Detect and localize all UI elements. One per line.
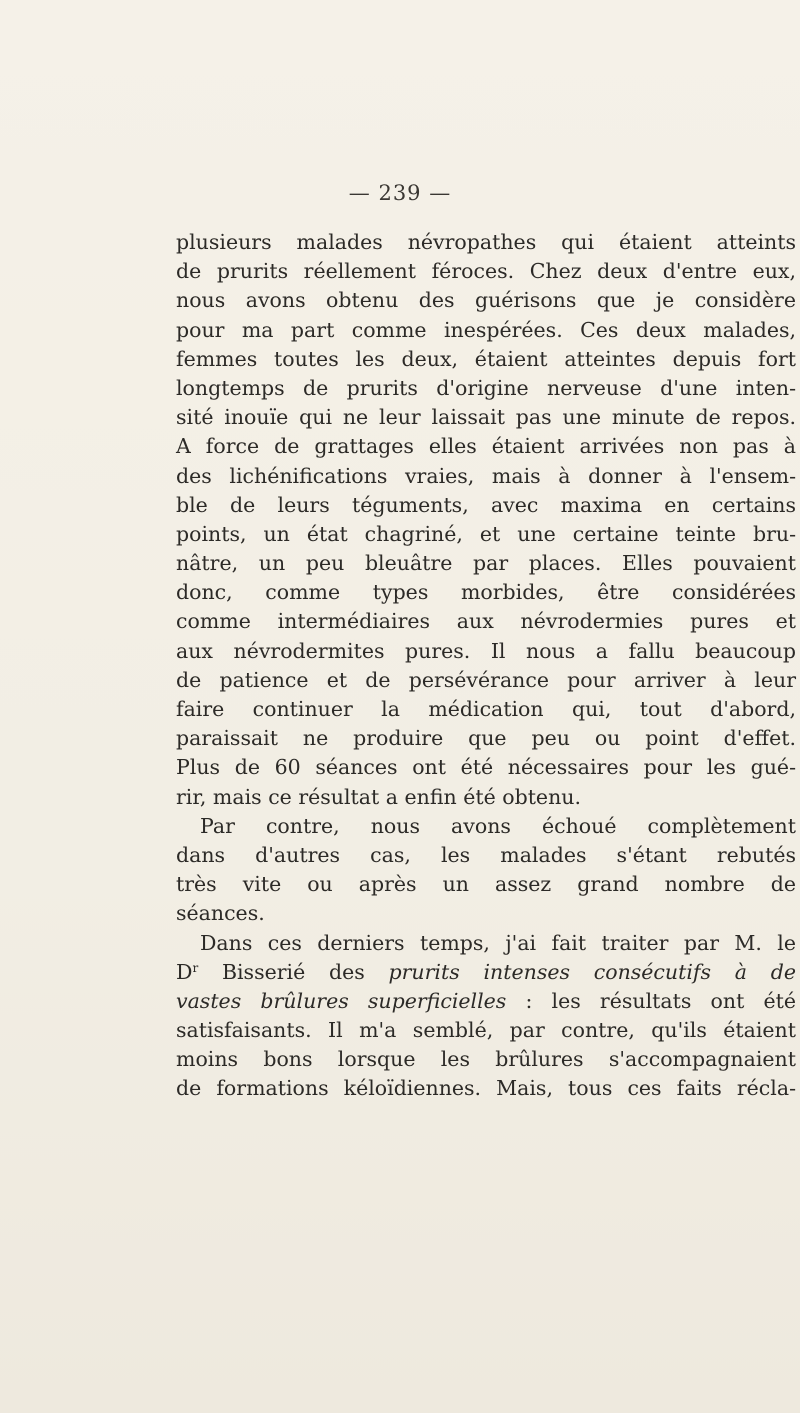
text-line: paraissait ne produire que peu ou point d'effet. [176,726,796,751]
text-line: aux névrodermites pures. Il nous a fallu beaucoup [176,638,796,663]
paragraph-3 [176,929,796,1104]
text-line: rir, mais ce résultat a enfin été obtenu. [176,784,581,809]
italic-phrase: prurits intenses consécutifs à de [388,959,796,984]
text-line: Dans ces derniers temps, j'ai fait traiter par M. le [200,930,796,955]
text-line: séances. [176,901,265,926]
text-line-mixed [176,958,796,987]
text-line: satisfaisants. Il m'a semblé, par contre, qu'ils étaient [176,1018,796,1043]
doctor-name: Bisserié des [198,959,389,984]
text-line: A force de grattages elles étaient arrivées non pas à [176,434,796,459]
text-line: ble de leurs téguments, avec maxima en certains [176,492,796,517]
paragraph-1 [176,228,796,812]
text-line: nâtre, un peu bleuâtre par places. Elles pouvaient [176,551,796,576]
text-line: faire continuer la médication qui, tout d'abord, [176,697,796,721]
text-line: femmes toutes les deux, étaient atteintes depuis fort [176,346,796,371]
text-line: Plus de 60 séances ont été nécessaires pour les gué- [176,755,796,780]
text-line: nous avons obtenu des guérisons que je considère [176,288,796,313]
text-line: dans d'autres cas, les malades s'étant rebutés [176,842,796,867]
text-fragment: : les résultats ont été [506,988,797,1013]
text-line: Par contre, nous avons échoué complètement [200,813,796,838]
text-line: donc, comme types morbides, être considérées [176,580,796,605]
text-line: de patience et de persévérance pour arriver à leur [176,667,796,692]
text-line: points, un état chagriné, et une certaine teinte bru- [176,521,796,546]
text-line: comme intermédiaires aux névrodermies pures et [176,609,796,634]
paragraph-2 [176,812,796,929]
doctor-abbrev-superscript: r [192,960,199,975]
text-line: des lichénifications vraies, mais à donner à l'ensem- [176,463,796,488]
text-line: longtemps de prurits d'origine nerveuse d'une inten- [176,375,796,400]
text-line: très vite ou après un assez grand nombre de [176,872,796,897]
doctor-abbrev: D [176,959,193,984]
italic-phrase: vastes brûlures superficielles [176,988,507,1013]
page-number: — 239 — [348,181,452,205]
body-text [176,228,796,1104]
text-line: de formations kéloïdiennes. Mais, tous ces faits récla- [176,1076,796,1101]
text-line: pour ma part comme inespérées. Ces deux malades, [176,317,796,342]
text-line: sité inouïe qui ne leur laissait pas une minute de repos. [176,405,796,430]
text-line: moins bons lorsque les brûlures s'accompagnaient [176,1047,796,1072]
text-line: plusieurs malades névropathes qui étaient atteints [176,230,796,254]
text-line: de prurits réellement féroces. Chez deux d'entre eux, [176,259,796,284]
text-line-mixed [176,987,796,1016]
